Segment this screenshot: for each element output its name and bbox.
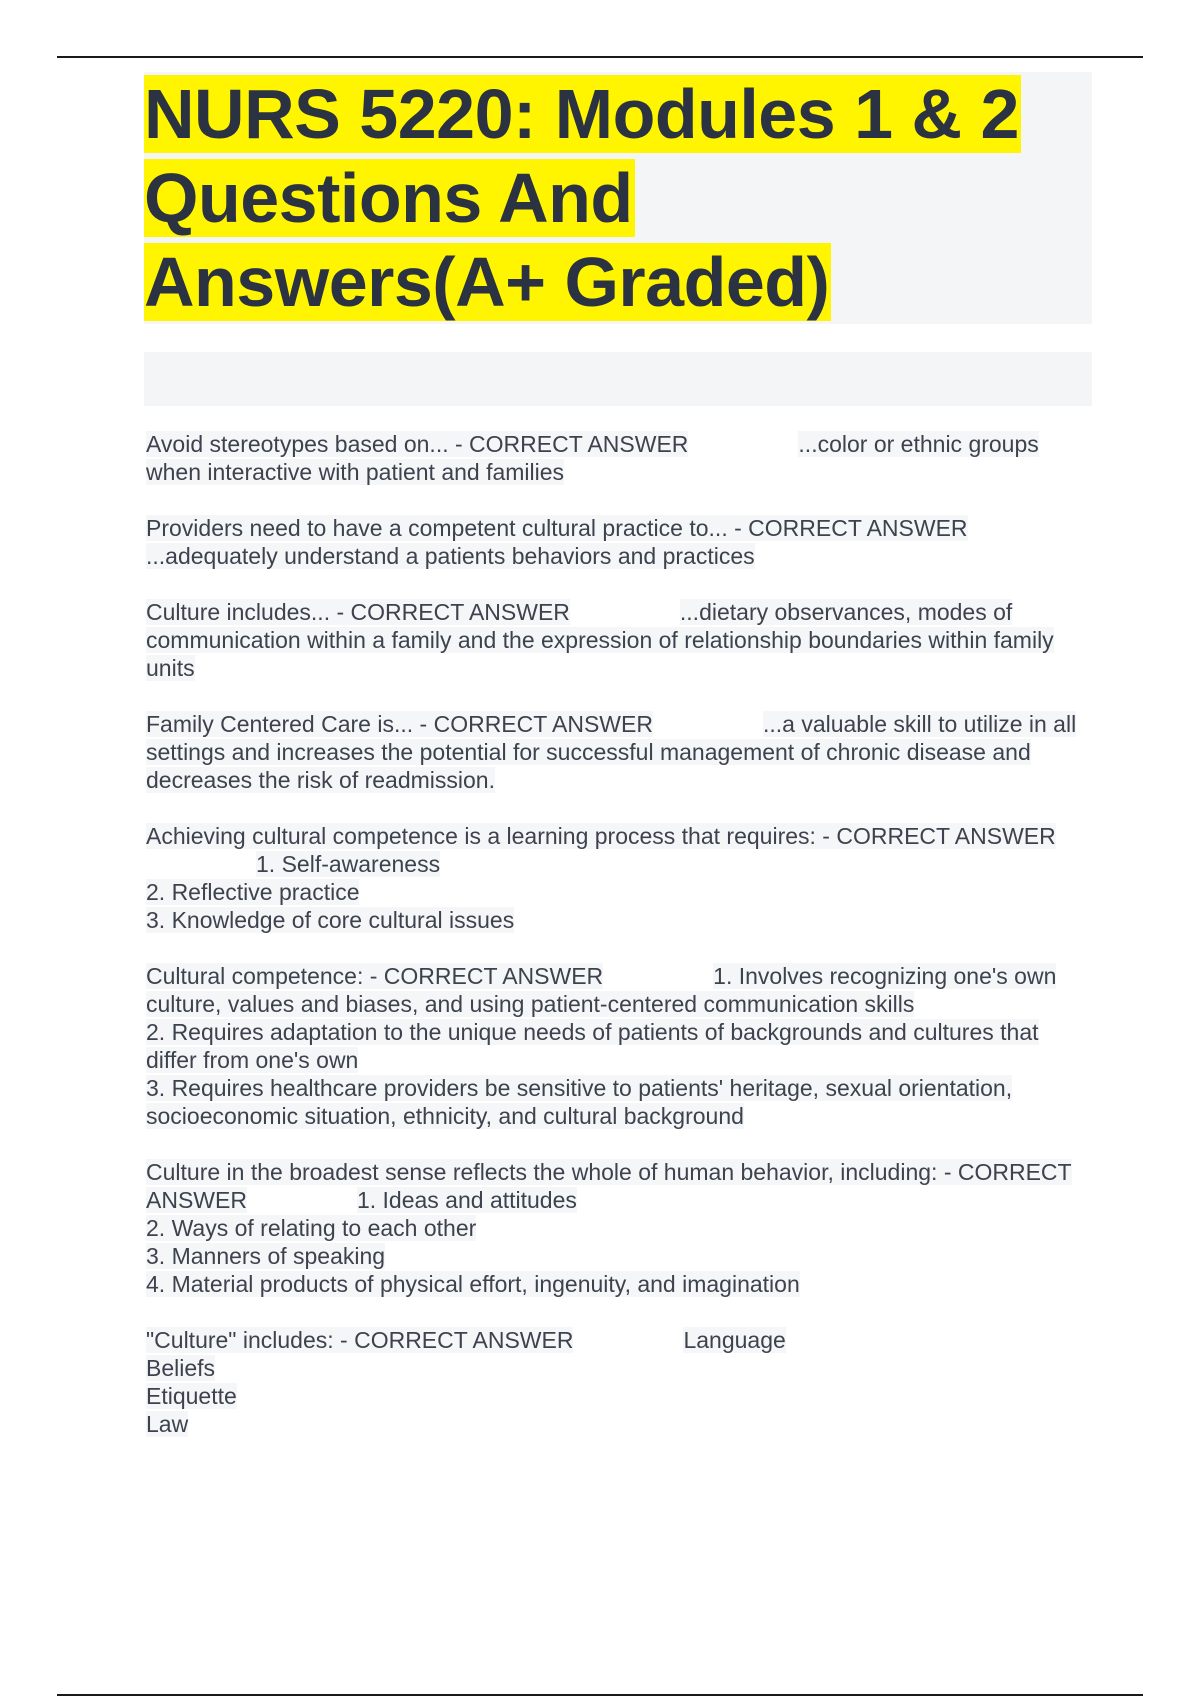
answer-line-text: 2. Reflective practice: [146, 879, 360, 905]
title-line-3: Answers(A+ Graded): [144, 243, 830, 321]
blank-banner: [144, 352, 1092, 406]
question-text: "Culture" includes: - CORRECT ANSWER: [146, 1327, 574, 1353]
answer-line: [146, 1354, 1092, 1382]
answer-text: 1. Self-awareness: [256, 851, 441, 877]
answer-text: Language: [683, 1327, 786, 1353]
qa-item: [146, 514, 1092, 570]
answer-line-text: Etiquette: [146, 1383, 237, 1409]
answer-line-text: 2. Requires adaptation to the unique needs of patients of backgrounds and cultures that differ from one's own: [146, 1019, 1039, 1073]
answer-text: ...adequately understand a patients behaviors and practices: [146, 543, 755, 569]
title-block: [144, 72, 1092, 324]
qa-item: [146, 598, 1092, 682]
question-text: Culture includes... - CORRECT ANSWER: [146, 599, 570, 625]
qa-item: [146, 710, 1092, 794]
answer-line: [146, 878, 1092, 906]
answer-line-text: 3. Manners of speaking: [146, 1243, 386, 1269]
question-text: Culture in the broadest sense reflects the whole of human behavior, including: - CORRECT ANSWER: [146, 1159, 1072, 1213]
answer-line-text: 2. Ways of relating to each other: [146, 1215, 477, 1241]
top-rule: [57, 56, 1143, 58]
answer-text: 1. Involves recognizing one's own culture, values and biases, and using patient-centered communication skills: [146, 963, 1057, 1017]
qa-item: [146, 822, 1092, 934]
answer-line: [146, 906, 1092, 934]
answer-line: [146, 1214, 1092, 1242]
answer-line-text: 3. Requires healthcare providers be sensitive to patients' heritage, sexual orientation, socioeconomic situation, ethnicity, and cultural background: [146, 1075, 1013, 1129]
answer-line-text: Beliefs: [146, 1355, 216, 1381]
document-title: [144, 72, 1092, 324]
answer-line: [146, 1242, 1092, 1270]
answer-line-text: 3. Knowledge of core cultural issues: [146, 907, 515, 933]
answer-line-text: Law: [146, 1411, 189, 1437]
title-line-1: NURS 5220: Modules 1 & 2: [144, 75, 1019, 153]
answer-line: [146, 1410, 1092, 1438]
answer-text: 1. Ideas and attitudes: [356, 1187, 577, 1213]
answer-line: [146, 1074, 1092, 1130]
answer-line: [146, 1270, 1092, 1298]
question-text: Avoid stereotypes based on... - CORRECT ANSWER: [146, 431, 689, 457]
question-text: Achieving cultural competence is a learning process that requires: - CORRECT ANSWER: [146, 823, 1056, 849]
answer-line: [146, 1018, 1092, 1074]
answer-line-text: 4. Material products of physical effort, ingenuity, and imagination: [146, 1271, 800, 1297]
qa-item: [146, 1326, 1092, 1438]
question-text: Family Centered Care is... - CORRECT ANSWER: [146, 711, 653, 737]
qa-list: [146, 430, 1092, 1466]
qa-item: [146, 962, 1092, 1130]
bottom-rule: [57, 1694, 1143, 1696]
question-text: Providers need to have a competent cultural practice to... - CORRECT ANSWER: [146, 515, 968, 541]
question-text: Cultural competence: - CORRECT ANSWER: [146, 963, 604, 989]
qa-item: [146, 1158, 1092, 1298]
answer-line: [146, 1382, 1092, 1410]
answer-text: ...color or ethnic groups when interactive with patient and families: [146, 431, 1039, 485]
title-line-2: Questions And: [144, 159, 633, 237]
answer-text: ...a valuable skill to utilize in all settings and increases the potential for successful management of chronic disease and decreases the risk of readmission.: [146, 711, 1077, 793]
answer-text: ...dietary observances, modes of communication within a family and the expression of relationship boundaries within family units: [146, 599, 1054, 681]
qa-item: [146, 430, 1092, 486]
